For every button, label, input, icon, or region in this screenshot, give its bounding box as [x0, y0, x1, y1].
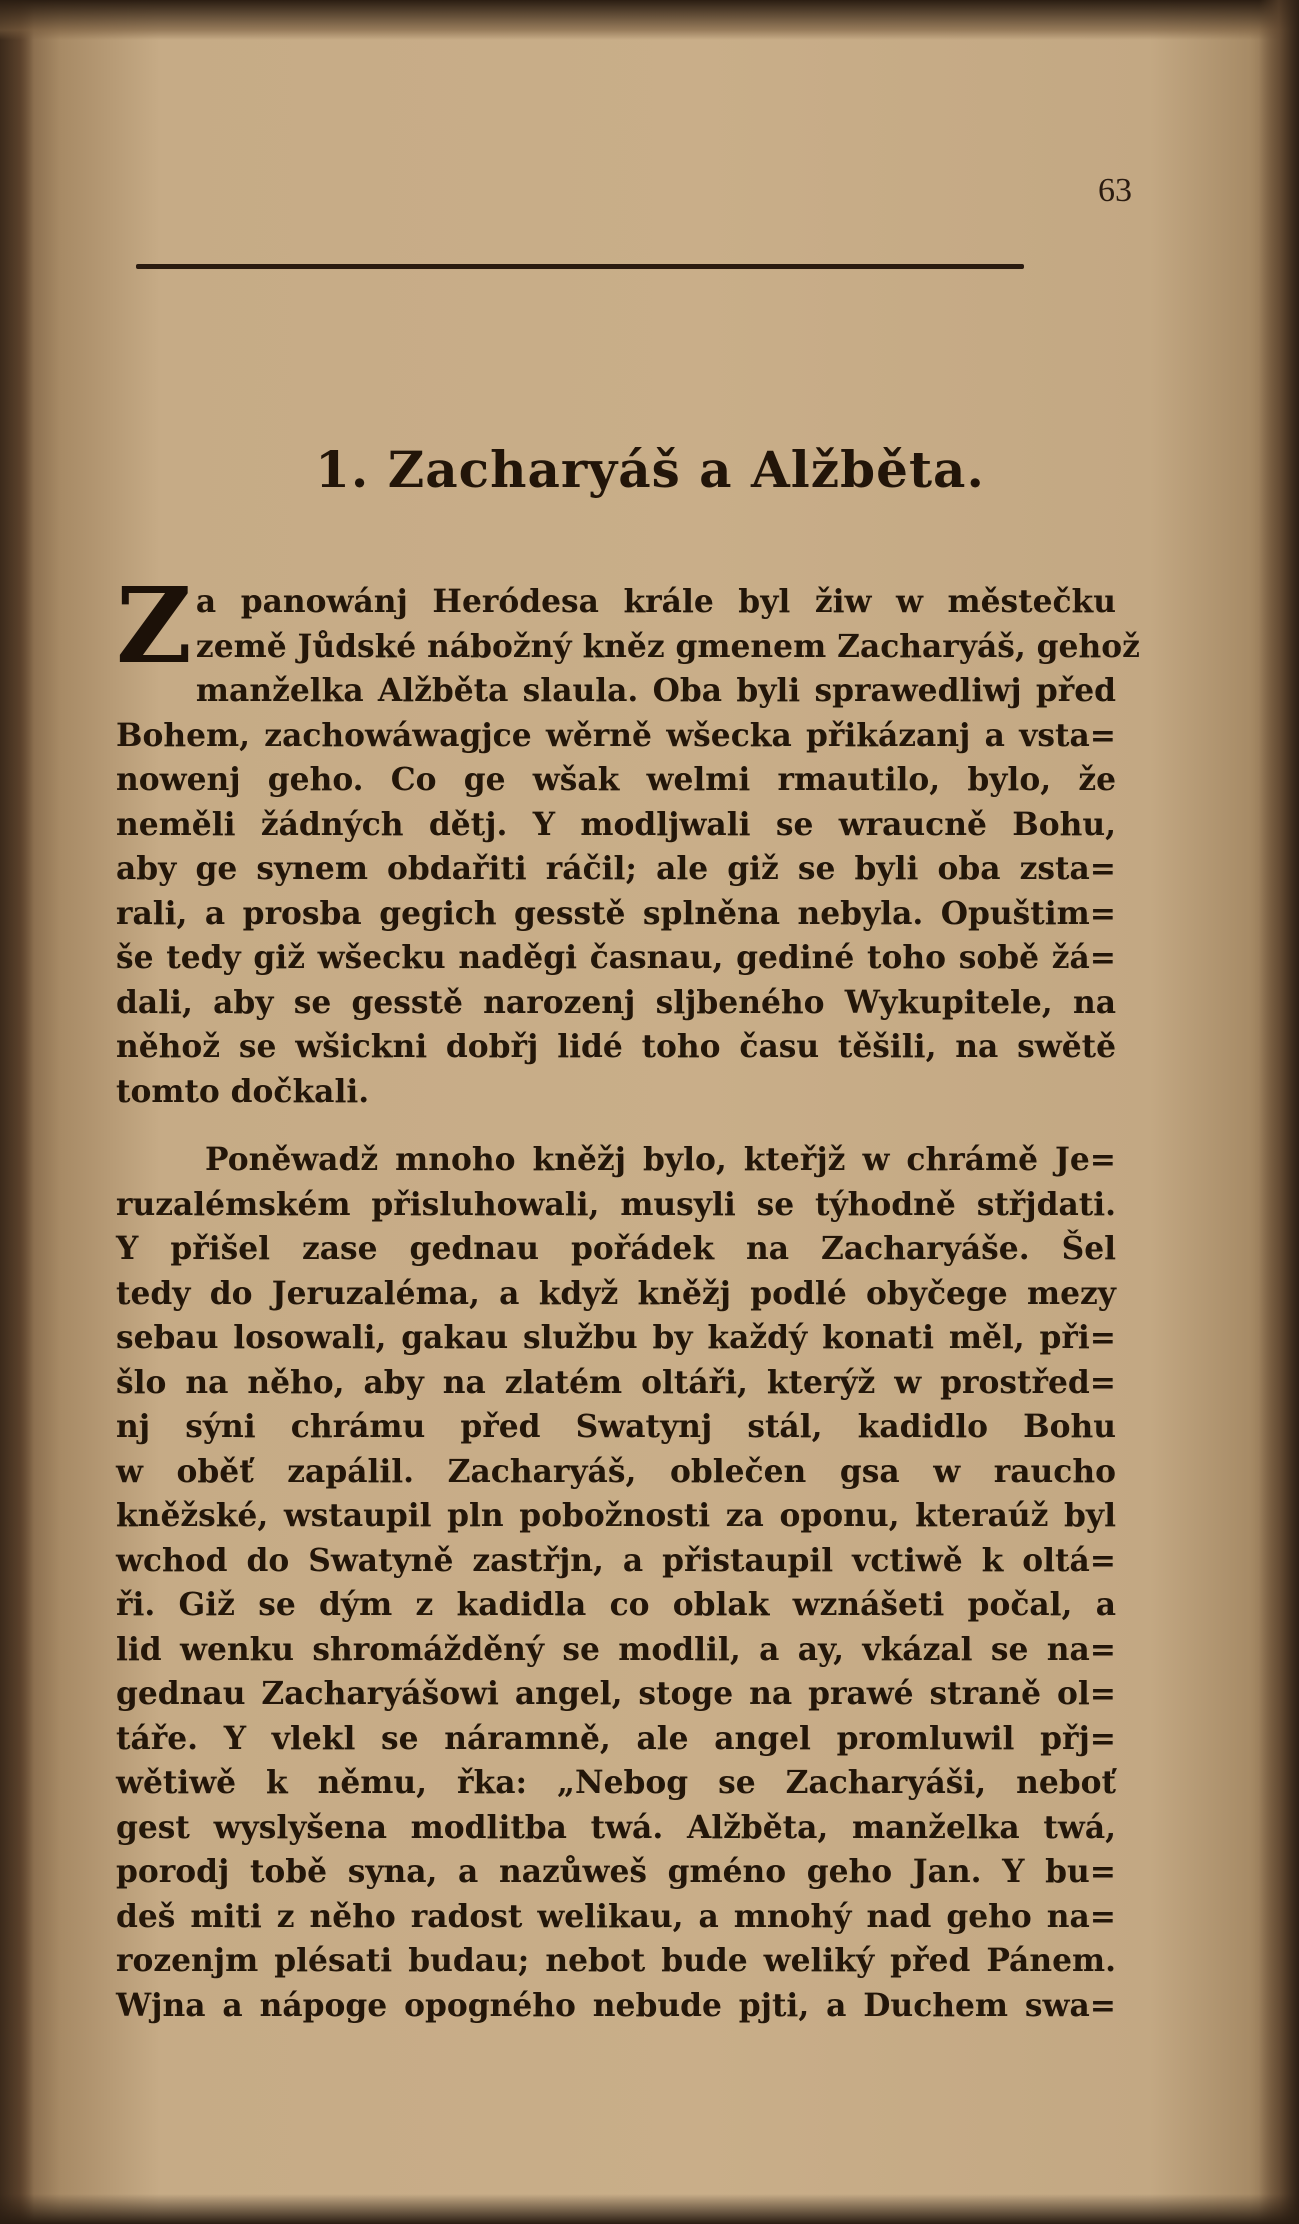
text-line: nj sýni chrámu před Swatynj stál, kadidlo Bohu	[116, 1409, 1116, 1445]
text-line: neměli žádných dětj. Y modljwali se wraucně Bohu,	[116, 806, 1116, 843]
text-line: tedy do Jeruzaléma, a když kněžj podlé obyčege mezy	[116, 1275, 1116, 1312]
paragraph-gap	[116, 1114, 1116, 1138]
text-line: gest wyslyšena modlitba twá. Alžběta, manželka twá,	[116, 1809, 1116, 1846]
page-top-edge	[0, 0, 1299, 40]
text-line: ruzalémském přisluhowali, musyli se týhodně střjdati.	[116, 1186, 1116, 1223]
page-bottom-edge	[0, 2194, 1299, 2224]
paragraph-1	[116, 564, 1140, 1114]
text-line: lid wenku shromážděný se modlil, a ay, vkázal se na=	[116, 1631, 1116, 1668]
text-line: rali, a prosba gegich gesstě splněna nebyla. Opuštim=	[116, 895, 1116, 932]
text-line: aby ge synem obdařiti ráčil; ale giž se byli oba zsta=	[116, 851, 1116, 887]
drop-cap: Z	[116, 564, 192, 687]
text-line: něhož se wšickni dobřj lidé toho času těšili, na swětě	[116, 1029, 1116, 1065]
text-line: šlo na něho, aby na zlatém oltáři, kterýž w prostřed=	[116, 1364, 1116, 1401]
text-line: země Jůdské nábožný kněz gmenem Zacharyáš, gehož	[195, 628, 1140, 665]
text-line: manželka Alžběta slaula. Oba byli sprawedliwj před	[195, 673, 1116, 709]
text-line: kněžské, wstaupil pln pobožnosti za oponu, kteraúž byl	[116, 1498, 1116, 1534]
text-line: ři. Giž se dým z kadidla co oblak wznášeti počal, a	[116, 1587, 1116, 1623]
text-line: Y přišel zase gednau pořádek na Zacharyáše. Šel	[116, 1231, 1116, 1267]
text-line: tomto dočkali.	[116, 1073, 370, 1110]
text-line: deš miti z něho radost welikau, a mnohý nad geho na=	[116, 1898, 1116, 1935]
body-text	[116, 564, 1140, 2028]
page-right-edge	[1259, 0, 1299, 2224]
text-line: w oběť zapálil. Zacharyáš, oblečen gsa w raucho	[116, 1453, 1116, 1490]
text-line: rozenjm plésati budau; nebot bude weliký před Pánem.	[116, 1943, 1116, 1979]
text-line: še tedy giž wšecku naděgi časnau, gediné toho sobě žá=	[116, 940, 1116, 976]
paragraph-2	[116, 1138, 1116, 2028]
text-line: Bohem, zachowáwagjce wěrně wšecka přikázanj a vsta=	[116, 717, 1116, 754]
text-line: Poněwadž mnoho kněžj bylo, kteřjž w chrámě Je=	[205, 1142, 1116, 1178]
text-line: nowenj geho. Co ge wšak welmi rmautilo, bylo, že	[116, 762, 1116, 798]
header-rule	[136, 264, 1024, 269]
chapter-title: 1. Zacharyáš a Alžběta.	[315, 440, 985, 499]
text-line: sebau losowali, gakau službu by každý konati měl, při=	[116, 1320, 1116, 1356]
text-line: porodj tobě syna, a nazůweš gméno geho Jan. Y bu=	[116, 1854, 1116, 1890]
text-line: Wjna a nápoge opogného nebude pjti, a Duchem swa=	[116, 1987, 1116, 2024]
page-left-edge	[0, 0, 34, 2224]
text-line: wětiwě k němu, řka: „Nebog se Zacharyáši, neboť	[116, 1765, 1116, 1801]
text-line: táře. Y vlekl se náramně, ale angel promluwil přj=	[116, 1720, 1116, 1757]
text-line: gednau Zacharyášowi angel, stoge na prawé straně ol=	[116, 1676, 1116, 1712]
page-number: 63	[1098, 172, 1132, 209]
text-line: dali, aby se gesstě narozenj sljbeného Wykupitele, na	[116, 984, 1116, 1021]
text-line: wchod do Swatyně zastřjn, a přistaupil vctiwě k oltá=	[116, 1542, 1116, 1579]
text-line: a panowánj Heródesa krále byl žiw w městečku	[195, 584, 1116, 620]
